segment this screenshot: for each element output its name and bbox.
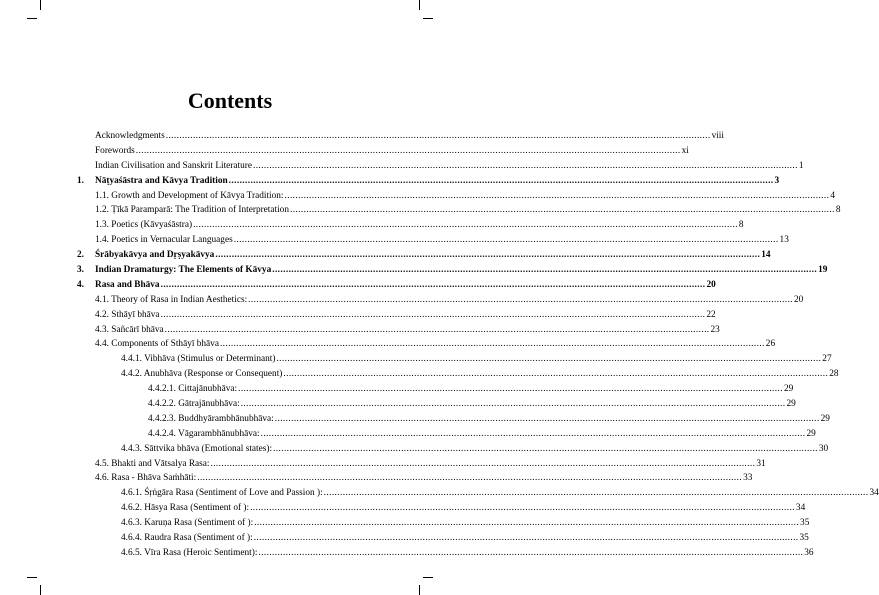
dot-leader: ........................................................................................................................................................................................................ <box>254 518 800 529</box>
crop-mark-top-left <box>40 0 41 10</box>
dot-leader: ........................................................................................................................................................................................................ <box>160 309 706 320</box>
toc-entry[interactable] <box>95 323 720 338</box>
toc-entry-title: 4.2. Sthāyī bhāva <box>95 309 160 320</box>
dot-leader: ........................................................................................................................................................................................................ <box>289 205 835 216</box>
dot-leader: ........................................................................................................................................................................................................ <box>284 190 830 201</box>
dot-leader: ........................................................................................................................................................................................................ <box>260 428 806 439</box>
toc-entry-title: 4.6.5. Vīra Rasa (Heroic Sentiment): <box>121 547 258 558</box>
toc-entry-page: 22 <box>706 309 716 320</box>
toc-entry[interactable] <box>95 159 804 174</box>
toc-entry[interactable] <box>95 308 716 323</box>
toc-entry-page: 3 <box>774 175 780 186</box>
dot-leader: ........................................................................................................................................................................................................ <box>219 339 765 350</box>
dot-leader: ........................................................................................................................................................................................................ <box>135 145 681 156</box>
dot-leader: ........................................................................................................................................................................................................ <box>197 473 743 484</box>
dot-leader: ........................................................................................................................................................................................................ <box>283 369 829 380</box>
toc-entry-title: 1.1. Growth and Development of Kāvya Tradition: <box>95 190 284 201</box>
toc-entry-page: 20 <box>706 279 716 290</box>
toc-entry-number: 1. <box>77 175 84 186</box>
toc-entry[interactable] <box>95 144 689 159</box>
crop-mark-top-right <box>419 0 420 10</box>
toc-entry-title: 4.4.2.2. Gātrajānubhāva: <box>148 399 240 410</box>
toc-entry-title: 4.6.4. Raudra Rasa (Sentiment of ): <box>121 533 253 544</box>
toc-entry-page: 13 <box>779 235 789 246</box>
toc-entry-page: 35 <box>799 533 809 544</box>
toc-entry[interactable] <box>95 293 804 308</box>
crop-mark-bottom-left-h <box>27 577 37 578</box>
toc-entry-title: 4.6.3. Karuṇa Rasa (Sentiment of ): <box>121 518 254 529</box>
toc-entry-page: 35 <box>800 518 810 529</box>
toc-entry[interactable] <box>95 486 879 501</box>
toc-entry-title: 4.6.1. Śṛṅgāra Rasa (Sentiment of Love and Passion ): <box>121 488 323 499</box>
toc-entry-page: 19 <box>818 265 828 276</box>
toc-entry[interactable] <box>95 412 830 427</box>
toc-entry[interactable] <box>77 174 780 189</box>
toc-entry[interactable] <box>95 442 829 457</box>
toc-entry[interactable] <box>95 427 816 442</box>
dot-leader: ........................................................................................................................................................................................................ <box>228 175 774 186</box>
toc-entry-title: Śrābyakāvya and Dṛṣyakāvya <box>95 250 215 261</box>
dot-leader: ........................................................................................................................................................................................................ <box>238 384 783 395</box>
toc-entry[interactable] <box>77 248 771 263</box>
toc-entry-title: 4.1. Theory of Rasa in Indian Aesthetics: <box>95 294 248 305</box>
dot-leader: ........................................................................................................................................................................................................ <box>274 413 820 424</box>
toc-entry[interactable] <box>95 189 835 204</box>
toc-entry[interactable] <box>95 352 832 367</box>
crop-mark-bottom-left <box>40 585 41 595</box>
toc-entry-page: 27 <box>822 354 832 365</box>
toc-entry-page: 29 <box>783 384 794 395</box>
dot-leader: ........................................................................................................................................................................................................ <box>272 265 818 276</box>
toc-entry[interactable] <box>95 471 753 486</box>
toc-entry-title: 4.3. Sañcārī bhāva <box>95 324 164 335</box>
toc-entry-title: 4.4.2.4. Vāgarambhānubhāva: <box>148 428 260 439</box>
toc-entry-page: 31 <box>756 458 766 469</box>
crop-mark-bottom-right-h <box>423 577 433 578</box>
toc-entry-title: 4.6.2. Hāsya Rasa (Sentiment of ): <box>121 503 250 514</box>
toc-entry-page: 34 <box>795 503 806 514</box>
dot-leader: ........................................................................................................................................................................................................ <box>193 220 738 231</box>
toc-entry[interactable] <box>95 203 841 218</box>
toc-entry[interactable] <box>95 218 744 233</box>
toc-entry-page: 29 <box>786 399 796 410</box>
toc-entry-page: 36 <box>804 547 814 558</box>
toc-entry[interactable] <box>77 263 828 278</box>
toc-entry-title: Acknowledgments <box>95 131 165 141</box>
toc-entry[interactable] <box>95 129 724 144</box>
toc-entry-title: 4.4. Components of Sthāyī bhāva <box>95 339 219 350</box>
page-title: Contents <box>187 88 273 113</box>
toc-entry[interactable] <box>95 457 766 472</box>
toc-entry[interactable] <box>95 546 814 561</box>
dot-leader: ........................................................................................................................................................................................................ <box>248 294 794 305</box>
dot-leader: ........................................................................................................................................................................................................ <box>210 458 756 469</box>
dot-leader: ........................................................................................................................................................................................................ <box>258 547 804 558</box>
dot-leader: ........................................................................................................................................................................................................ <box>276 354 822 365</box>
toc-entry[interactable] <box>95 397 796 412</box>
toc-entry-page: viii <box>711 131 724 141</box>
toc-entry-page: 8 <box>835 205 841 216</box>
toc-entry-title: Rasa and Bhāva <box>95 279 160 290</box>
toc-entry-page: 29 <box>806 428 816 439</box>
toc-entry[interactable] <box>95 233 789 248</box>
dot-leader: ........................................................................................................................................................................................................ <box>160 279 706 290</box>
toc-entry-title: 4.4.2.1. Cittajānubhāva: <box>148 384 238 395</box>
toc-entry[interactable] <box>95 367 839 382</box>
crop-mark-top-left-h <box>27 18 37 19</box>
toc-entry-page: 33 <box>743 473 753 484</box>
dot-leader: ........................................................................................................................................................................................................ <box>250 503 795 514</box>
toc-entry-number: 3. <box>77 265 84 276</box>
toc-entry-page: 1 <box>798 160 804 171</box>
toc-entry-page: 23 <box>710 324 720 335</box>
toc-entry-title: Indian Civilisation and Sanskrit Literature <box>95 160 252 171</box>
dot-leader: ........................................................................................................................................................................................................ <box>165 131 711 141</box>
toc-entry-page: 28 <box>829 369 839 380</box>
crop-mark-top-right-h <box>423 18 433 19</box>
toc-entry-title: 4.4.3. Sāttvika bhāva (Emotional states): <box>121 443 273 454</box>
toc-entry-page: 29 <box>820 413 830 424</box>
dot-leader: ........................................................................................................................................................................................................ <box>240 399 786 410</box>
toc-entry-title: 4.4.2.3. Buddhyārambhānubhāva: <box>148 413 274 424</box>
toc-entry-number: 2. <box>77 250 84 261</box>
toc-entry-page: 4 <box>830 190 835 201</box>
dot-leader: ........................................................................................................................................................................................................ <box>323 488 869 499</box>
toc-entry-title: Indian Dramaturgy: The Elements of Kāvya <box>95 265 272 276</box>
toc-entry-page: 20 <box>794 294 804 305</box>
toc-entry-page: 30 <box>818 443 829 454</box>
toc-entry-title: Forewords <box>95 145 135 156</box>
toc-entry-title: 4.4.1. Vibhāva (Stimulus or Determinant) <box>121 354 276 365</box>
toc-entry-page: 34 <box>869 488 879 499</box>
dot-leader: ........................................................................................................................................................................................................ <box>252 160 798 171</box>
crop-mark-bottom-right <box>419 585 420 595</box>
toc-entry-number: 4. <box>77 279 84 290</box>
toc-entry-title: 4.6. Rasa - Bhāva Saṁhāti: <box>95 473 197 484</box>
dot-leader: ........................................................................................................................................................................................................ <box>273 443 818 454</box>
toc-entry-page: 14 <box>761 250 771 261</box>
toc-entry-title: 4.5. Bhakti and Vātsalya Rasa: <box>95 458 210 469</box>
toc-entry-title: Nāṭyaśāstra and Kāvya Tradition <box>95 175 228 186</box>
toc-entry-title: 1.3. Poetics (Kāvyaśāstra) <box>95 220 193 231</box>
dot-leader: ........................................................................................................................................................................................................ <box>164 324 710 335</box>
toc-entry[interactable] <box>95 337 776 352</box>
toc-entry[interactable] <box>95 516 810 531</box>
dot-leader: ........................................................................................................................................................................................................ <box>253 533 799 544</box>
toc-entry-title: 4.4.2. Anubhāva (Response or Consequent) <box>121 369 283 380</box>
dot-leader: ........................................................................................................................................................................................................ <box>215 250 761 261</box>
toc-entry[interactable] <box>95 501 806 516</box>
toc-entry[interactable] <box>77 278 716 293</box>
toc-entry-page: 26 <box>765 339 776 350</box>
toc-entry-title: 1.2. Ṭīkā Paramparā: The Tradition of Interpretation <box>95 205 289 216</box>
dot-leader: ........................................................................................................................................................................................................ <box>233 235 779 246</box>
toc-entry[interactable] <box>95 531 809 546</box>
toc-entry-page: xi <box>681 145 689 156</box>
toc-entry[interactable] <box>95 382 794 397</box>
table-of-contents <box>77 129 879 561</box>
toc-entry-page: 8 <box>738 220 744 231</box>
toc-entry-title: 1.4. Poetics in Vernacular Languages <box>95 235 233 246</box>
